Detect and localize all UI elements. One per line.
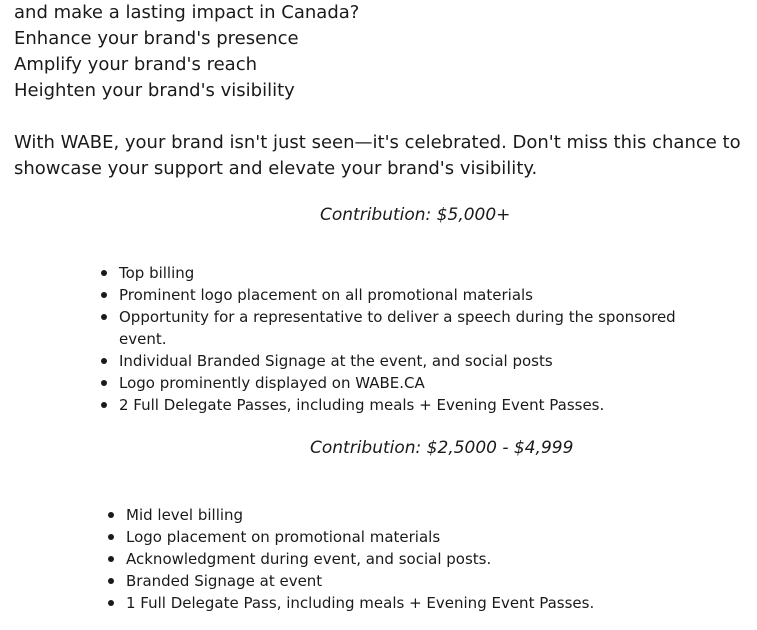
list-item: Mid level billing bbox=[107, 504, 707, 526]
intro-line: Heighten your brand's visibility bbox=[14, 80, 295, 101]
list-item: Branded Signage at event bbox=[107, 570, 707, 592]
list-item: Opportunity for a representative to deliver a speech during the sponsored event. bbox=[100, 306, 680, 350]
list-item: Acknowledgment during event, and social posts. bbox=[107, 548, 707, 570]
intro-line: Amplify your brand's reach bbox=[14, 54, 258, 75]
list-item: 1 Full Delegate Pass, including meals + Evening Event Passes. bbox=[107, 592, 707, 614]
intro-line: Enhance your brand's presence bbox=[14, 28, 299, 49]
tier-heading-platinum: Contribution: $5,000+ bbox=[320, 205, 511, 225]
list-item: 2 Full Delegate Passes, including meals + Evening Event Passes. bbox=[100, 394, 680, 416]
list-item: Logo prominently displayed on WABE.CA bbox=[100, 372, 680, 394]
wabe-paragraph: With WABE, your brand isn't just seen—it's celebrated. Don't miss this chance to showcase your support and elevate your brand's visibility. bbox=[14, 132, 741, 179]
benefit-list-tier-2 bbox=[107, 504, 707, 614]
list-item: Logo placement on promotional materials bbox=[107, 526, 707, 548]
tier-heading-gold: Contribution: $2,5000 - $4,999 bbox=[310, 438, 574, 458]
intro-lines bbox=[14, 0, 744, 104]
list-item: Top billing bbox=[100, 262, 680, 284]
benefit-list-tier-1 bbox=[100, 262, 680, 416]
intro-line: and make a lasting impact in Canada? bbox=[14, 2, 360, 23]
list-item: Prominent logo placement on all promotional materials bbox=[100, 284, 680, 306]
list-item: Individual Branded Signage at the event, and social posts bbox=[100, 350, 680, 372]
